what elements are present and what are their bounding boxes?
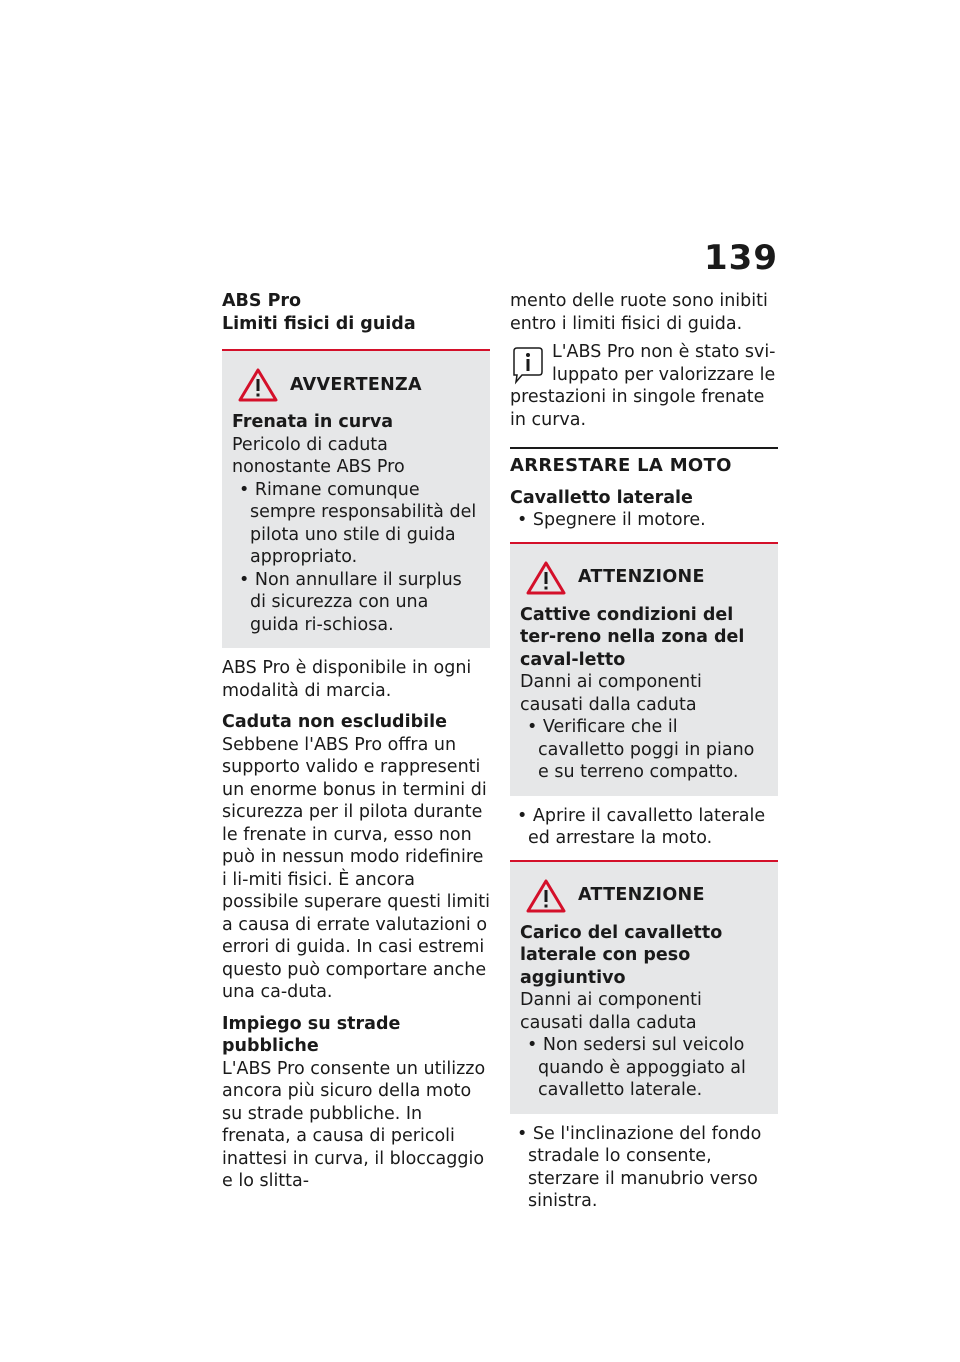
warning-box xyxy=(222,351,490,648)
paragraph-continued: mento delle ruote sono inibiti entro i limiti fisici di guida. xyxy=(510,291,768,334)
info-text: L'ABS Pro non è stato svi-luppato per valorizzare le xyxy=(552,342,776,385)
warning-bullet: • Non annullare il surplus di sicurezza con una guida ri-schiosa. xyxy=(232,569,480,637)
info-text: prestazioni in singole frenate in curva. xyxy=(510,387,765,430)
caution-subtitle: Carico del cavalletto laterale con peso aggiuntivo xyxy=(520,922,723,988)
warning-bullet: • Rimane comunque sempre responsabilità del pilota uno stile di guida appropriato. xyxy=(232,479,480,569)
caution-subtitle: Cattive condizioni del ter-reno nella zona del caval-letto xyxy=(520,604,745,670)
page-number: 139 xyxy=(704,238,778,278)
caution-bullet: • Non sedersi sul veicolo quando è appoggiato al cavalletto laterale. xyxy=(520,1034,768,1102)
section-divider xyxy=(510,447,778,449)
list-item: • Spegnere il motore. xyxy=(510,509,778,532)
subheading: Impiego su strade pubbliche xyxy=(222,1013,401,1056)
caution-text: Danni ai componenti causati dalla caduta xyxy=(520,672,702,715)
subsection-heading: Limiti fisici di guida xyxy=(222,313,416,334)
warning-subtitle: Frenata in curva xyxy=(232,412,394,432)
warning-icon xyxy=(526,879,566,913)
warning-title: AVVERTENZA xyxy=(290,374,422,395)
caution-title: ATTENZIONE xyxy=(578,567,705,588)
subheading: Caduta non escludibile xyxy=(222,712,447,732)
info-icon xyxy=(510,345,546,385)
right-column xyxy=(510,290,778,1213)
caution-box xyxy=(510,862,778,1114)
caution-bullet: • Verificare che il cavalletto poggi in piano e su terreno compatto. xyxy=(520,716,768,784)
warning-text: Pericolo di caduta nonostante ABS Pro xyxy=(232,434,405,477)
paragraph: L'ABS Pro consente un utilizzo ancora più sicuro della moto su strade pubbliche. In frenata, a causa di pericoli inattesi in curva, il bloccaggio e lo slitta- xyxy=(222,1058,486,1191)
paragraph: Sebbene l'ABS Pro offra un supporto valido e rappresenti un enorme bonus in termini di sicurezza per il pilota durante le frenate in curva, esso non può in nessun modo ridefinire i li-miti fisici. È ancora possibile superare questi limiti a causa di errate valutazioni o errori di guida. In casi estremi questo può comportare anche una ca-duta. xyxy=(222,734,490,1002)
caution-box xyxy=(510,544,778,796)
caution-text: Danni ai componenti causati dalla caduta xyxy=(520,990,702,1033)
subheading: Cavalletto laterale xyxy=(510,487,693,508)
paragraph: ABS Pro è disponibile in ogni modalità di marcia. xyxy=(222,658,472,701)
info-note xyxy=(510,341,778,431)
list-item: • Se l'inclinazione del fondo stradale lo consente, sterzare il manubrio verso sinistra. xyxy=(510,1123,778,1213)
caution-title: ATTENZIONE xyxy=(578,885,705,906)
list-item: • Aprire il cavalletto laterale ed arrestare la moto. xyxy=(510,805,778,850)
warning-icon xyxy=(526,561,566,595)
warning-icon xyxy=(238,368,278,402)
section-heading: ABS Pro xyxy=(222,291,302,311)
left-column xyxy=(222,290,490,1193)
section-title: ARRESTARE LA MOTO xyxy=(510,455,732,476)
